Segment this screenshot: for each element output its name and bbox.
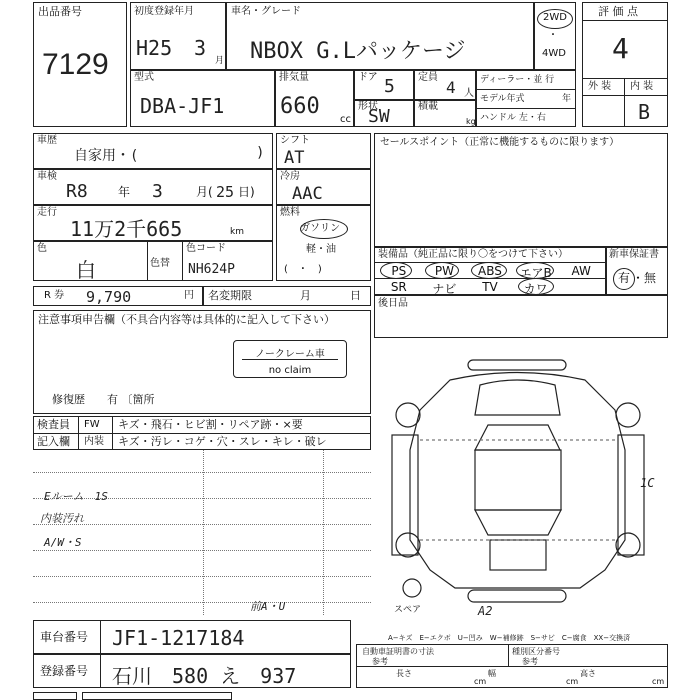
body-shape-label: 形状 [358, 101, 378, 112]
length-unit: cm [474, 677, 487, 686]
no-claim-stamp [233, 340, 347, 378]
first-registration-label: 初度登録年月 [134, 6, 194, 17]
inspector-label: 検査員 [37, 418, 70, 431]
capacity-label: 定員 [418, 72, 438, 83]
ext-int-divider [624, 78, 625, 127]
registration-value: 石川 580 え 937 [112, 664, 297, 688]
displacement-label: 排気量 [279, 72, 309, 83]
no-claim-jp: ノークレーム車 [255, 349, 325, 360]
fuel-diesel: 軽・油 [306, 244, 336, 255]
equipment-item: エアB [519, 266, 552, 280]
bottom-cell-2 [82, 692, 232, 700]
width-unit: cm [566, 677, 579, 686]
equipment-item: PW [434, 264, 454, 278]
chassis-value: JF1-1217184 [112, 626, 245, 650]
bottom-cell-1 [33, 692, 77, 700]
r-ticket-value: 9,790 [86, 288, 132, 306]
writing-area [33, 450, 371, 615]
equipment-item: ナビ [432, 282, 457, 296]
car-name-value: NBOX G.Lパッケージ [250, 39, 466, 64]
fuel-paren: ( ・ ) [284, 264, 322, 275]
chassis-divider [100, 620, 101, 654]
grade-value: 4 [612, 32, 629, 65]
sales-point-label: セールスポイント（正常に機能するものに限ります） [380, 137, 620, 148]
history-label: 車歴 [37, 135, 57, 146]
equipment-circle-airbag [516, 262, 554, 279]
after-install-box [374, 295, 668, 338]
model-year-label: モデル年式 [480, 94, 525, 104]
load-label: 積載 [418, 101, 438, 112]
color-divider [147, 241, 148, 281]
diagram-wheel-fr [616, 403, 640, 427]
handwritten-front: 前A・U [250, 600, 286, 613]
shaken-year-unit: 年 [118, 185, 131, 199]
mileage-label: 走行 [37, 207, 57, 218]
diagram-wheel-fl [396, 403, 420, 427]
diagram-front-bumper [468, 360, 566, 370]
inspector-divider [33, 433, 371, 434]
entry-label: 記入欄 [37, 435, 70, 448]
displacement-value: 660 [280, 94, 320, 119]
shaken-month-value: 3 [152, 181, 163, 202]
dealer-label: ディーラー・並 行 [480, 75, 555, 85]
warranty-yes-circle [613, 268, 635, 290]
fuel-label: 燃料 [280, 207, 300, 218]
drive-2wd: 2WD [543, 12, 567, 23]
body-shape-value: SW [368, 106, 390, 127]
height-label: 高さ [580, 669, 596, 678]
aircon-label: 冷房 [280, 171, 300, 182]
equipment-label: 装備品（純正品に限り〇をつけて下さい） [378, 249, 568, 260]
km-unit: km [230, 227, 244, 237]
handwritten-side: 1C [640, 476, 655, 490]
shift-label: シフト [280, 135, 310, 146]
shaken-month-unit: 月( [196, 185, 213, 199]
first-registration-year: H25 [136, 36, 173, 60]
grade-divider-2 [582, 78, 668, 79]
shaken-label: 車検 [37, 171, 57, 182]
interior-items: キズ・汚レ・コゲ・穴・スレ・キレ・破レ [118, 435, 327, 448]
drive-dot: ・ [548, 30, 558, 41]
drive-4wd: 4WD [542, 48, 566, 59]
after-install-label: 後日品 [378, 298, 408, 309]
equipment-item: SR [390, 280, 407, 294]
chassis-label: 車台番号 [40, 630, 89, 644]
history-close: ) [256, 145, 265, 161]
diagram-left-side [392, 435, 418, 555]
lot-number-value: 7129 [42, 48, 109, 81]
aircon-value: AAC [292, 184, 323, 204]
car-name-label: 車名・グレード [231, 6, 301, 17]
warranty-label: 新車保証書 [609, 249, 659, 260]
diagram-right-side [618, 435, 644, 555]
repair-label: 修復歴 有 〔箇所 [52, 393, 155, 406]
dimension-ref: 参考 [372, 657, 388, 666]
handwritten-note-1: Eルーム 1S [44, 490, 108, 503]
diagram-rear-window [475, 510, 561, 535]
interior-row-label: 内装 [84, 436, 104, 447]
warranty-yes: 有 [618, 271, 631, 285]
fw-items: キズ・飛石・ヒビ割・リペア跡・×要 [118, 418, 303, 431]
history-box [33, 133, 273, 169]
interior-grade-value: B [638, 100, 651, 124]
person-unit: 人 [464, 88, 474, 99]
diagram-windshield [475, 425, 560, 450]
dotted-line [33, 602, 371, 603]
equipment-circle-leather [518, 278, 554, 295]
inspector-col-2 [112, 416, 113, 450]
diagram-hood [475, 380, 560, 415]
name-change-month: 月 [300, 289, 311, 302]
dotted-line [33, 576, 371, 577]
model-year-unit: 年 [562, 94, 572, 104]
equipment-item: ABS [478, 264, 502, 278]
r-ticket-label: R 券 [44, 290, 65, 301]
equipment-item: カワ [523, 282, 548, 296]
equipment-item: AW [571, 264, 591, 278]
no-claim-en: no claim [268, 365, 312, 376]
diagram-roof [475, 450, 561, 510]
month-unit: 月 [215, 56, 225, 66]
color-value: 白 [76, 258, 96, 282]
dealer-divider-2 [476, 108, 576, 109]
shaken-day-value: 25 [216, 183, 235, 201]
dealer-divider-1 [476, 89, 576, 90]
exterior-label: 外 装 [588, 81, 612, 92]
color-code-value: NH624P [188, 262, 235, 277]
lot-number-label: 出品番号 [38, 5, 82, 18]
name-change-label: 名変期限 [208, 289, 252, 302]
shaken-year-value: R8 [66, 181, 88, 202]
grade-header: 評 価 点 [598, 5, 638, 18]
interior-label: 内 装 [630, 81, 654, 92]
dimension-row-divider [356, 666, 668, 667]
handwritten-note-2: 内装汚れ [40, 512, 84, 525]
diagram-tailgate [490, 540, 546, 570]
cc-unit: cc [340, 114, 351, 125]
diagram-spare-wheel [403, 579, 421, 597]
mileage-value: 11万2千665 [70, 217, 183, 241]
height-unit: cm [652, 677, 665, 686]
handle-label: ハンドル 左・右 [480, 113, 546, 123]
spare-label: スペア [394, 605, 422, 615]
class-no-ref: 参考 [522, 657, 538, 666]
length-label: 長さ [396, 669, 412, 678]
dimension-col-divider [508, 644, 509, 666]
shift-value: AT [284, 148, 305, 168]
dotted-line [33, 550, 371, 551]
warranty-no: ・無 [632, 271, 657, 285]
yen-unit: 円 [184, 290, 194, 301]
vehicle-damage-diagram [380, 340, 680, 630]
diagram-wheel-rr [616, 533, 640, 557]
grade-divider-3 [582, 95, 668, 96]
registration-label: 登録番号 [40, 664, 89, 678]
equipment-item: PS [391, 264, 407, 278]
diagram-wheel-rl [396, 533, 420, 557]
width-label: 幅 [488, 669, 496, 678]
color-label: 色 [37, 243, 47, 254]
dimension-label: 自動車証明書の寸法 [362, 647, 434, 656]
equipment-circle-pw [425, 262, 459, 279]
grade-divider [582, 20, 668, 21]
fuel-gas: ガソリン [300, 223, 340, 234]
inspector-col-1 [78, 416, 79, 450]
handwritten-note-3: A/W・S [44, 536, 82, 549]
equipment-item: TV [482, 280, 498, 294]
equipment-circle-abs [471, 262, 507, 279]
capacity-value: 4 [446, 78, 456, 97]
name-change-day: 日 [350, 289, 361, 302]
registration-divider [100, 654, 101, 688]
history-value: 自家用・( [74, 148, 139, 164]
no-claim-divider [242, 359, 338, 360]
color-code-label: 色コード [186, 243, 226, 254]
model-label: 型式 [134, 72, 154, 83]
shaken-day-unit: 日) [238, 185, 255, 199]
fw-label: FW [84, 419, 100, 430]
class-no-label: 種別区分番号 [512, 647, 560, 656]
first-registration-month: 3 [194, 36, 207, 60]
color-change-label: 色替 [150, 258, 170, 269]
equipment-circle-ps [380, 262, 412, 279]
dotted-divider [203, 450, 204, 615]
sales-point-box [374, 133, 668, 247]
dotted-line [33, 472, 371, 473]
notice-label: 注意事項申告欄（不具合内容等は具体的に記入して下さい） [38, 313, 335, 326]
doors-label: ドア [358, 72, 378, 83]
damage-legend: A−キズ E−エクボ U−凹み W−補修跡 S−サビ C−腐食 XX−交換済 [388, 634, 631, 642]
diagram-rear-bumper [468, 590, 566, 602]
model-value: DBA-JF1 [140, 94, 225, 118]
color-code-divider [182, 241, 183, 281]
doors-value: 5 [384, 76, 395, 97]
diagram-body-outline [410, 373, 625, 589]
handwritten-rear: A2 [478, 604, 493, 618]
dotted-divider [323, 450, 324, 615]
kg-unit: kg [466, 117, 476, 126]
